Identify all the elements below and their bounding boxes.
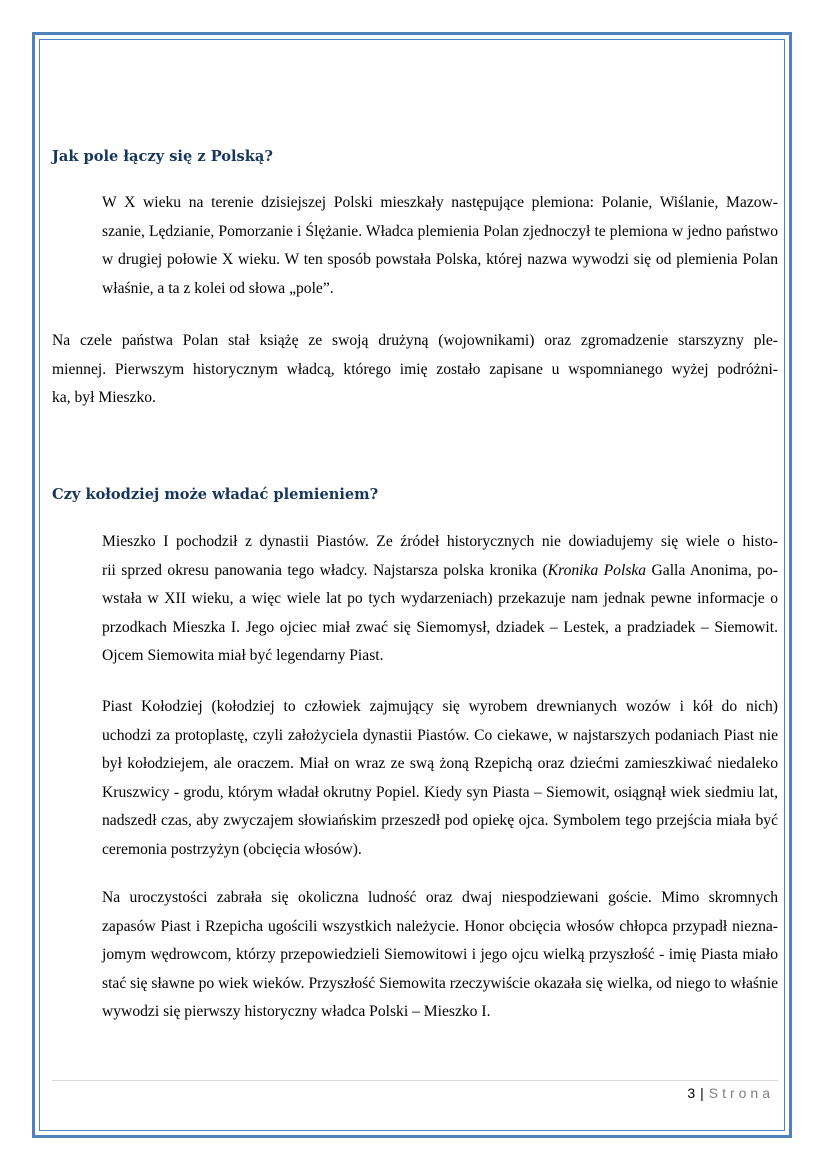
footer-divider bbox=[52, 1080, 778, 1081]
page-number: 3 bbox=[687, 1085, 696, 1101]
text-line: Piast Kołodziej (kołodziej to człowiek zajmujący się wyrobem drewnianych wozów i kół do nich) bbox=[102, 698, 778, 715]
text-line: Na uroczystości zabrała się okoliczna ludność oraz dwaj niespodziewani goście. Mimo skromnych bbox=[102, 889, 778, 906]
text-line: Kruszwicy - grodu, którym władał okrutny Popiel. Kiedy syn Piasta – Siemowit, osiągnął wiek siedmiu lat, bbox=[102, 783, 778, 801]
text-line: Na czele państwa Polan stał książę ze swoją drużyną (wojownikami) oraz zgromadzenie starszyzny ple- bbox=[52, 332, 778, 349]
page-label: Strona bbox=[708, 1085, 774, 1101]
text-line: w drugiej połowie X wieku. W ten sposób powstała Polska, której nazwa wywodzi się od plemienia Polan bbox=[102, 251, 778, 269]
text-line: ka, był Mieszko. bbox=[52, 389, 156, 407]
text-line: stać się sławne po wiek wieków. Przyszłość Siemowita rzeczywiście okazała się wielka, od niego to właśnie bbox=[102, 974, 778, 992]
footer-separator: | bbox=[700, 1085, 704, 1101]
text-line: miennej. Pierwszym historycznym władcą, którego imię zostało zapisane u wspomnianego wyżej podróżni- bbox=[52, 360, 778, 378]
text-line bbox=[52, 557, 778, 586]
text-fragment: Galla Anonima, po- bbox=[646, 561, 778, 579]
text-line: Ojcem Siemowita miał być legendarny Piast. bbox=[102, 647, 384, 665]
paragraph-plemiona bbox=[52, 189, 778, 303]
text-line: uchodzi za protoplastę, czyli założyciela dynastii Piastów. Co ciekawe, w najstarszych podaniach Piast nie bbox=[102, 726, 778, 744]
text-line: W X wieku na terenie dzisiejszej Polski mieszkały następujące plemiona: Polanie, Wiślanie, Mazow- bbox=[102, 194, 778, 211]
text-fragment: rii sprzed okresu panowania tego władcy. Najstarsza polska kronika ( bbox=[102, 561, 548, 579]
text-line: jomym wędrowcom, którzy przepowiedzieli Siemowitowi i jego ojcu wielką przyszłość - imię Piasta miało bbox=[102, 946, 778, 964]
text-line: wstała w XII wieku, a więc wiele lat po tych wydarzeniach) przekazuje nam jednak pewne informacje o bbox=[102, 590, 778, 608]
page-footer bbox=[687, 1085, 774, 1101]
paragraph-ksiaze bbox=[52, 327, 778, 413]
section-heading-pole: Jak pole łączy się z Polską? bbox=[52, 148, 273, 165]
paragraph-mieszko bbox=[52, 528, 778, 671]
section-heading-kolodziej: Czy kołodziej może władać plemieniem? bbox=[52, 486, 379, 503]
text-line: nadszedł czas, aby zwyczajem słowiańskim przeszedł pod opiekę ojca. Symbolem tego przejścia miała być bbox=[102, 812, 778, 830]
text-line: zapasów Piast i Rzepicha ugościli wszystkich należycie. Honor obcięcia włosów chłopca przypadł niezna- bbox=[102, 917, 778, 935]
text-line: wywodzi się pierwszy historyczny władca Polski – Mieszko I. bbox=[102, 1003, 491, 1021]
text-line: właśnie, a ta z kolei od słowa „pole”. bbox=[102, 279, 334, 297]
text-line: Mieszko I pochodził z dynastii Piastów. Ze źródeł historycznych nie dowiadujemy się wiele o histo- bbox=[102, 533, 778, 550]
text-line: przodkach Mieszka I. Jego ojciec miał zwać się Siemomysł, dziadek – Lestek, a pradziadek – Siemowit. bbox=[102, 618, 778, 636]
text-line: był kołodziejem, ale oraczem. Miał on wraz ze swą żoną Rzepichą oraz dziećmi zamieszkiwać niedaleko bbox=[102, 755, 778, 773]
paragraph-piast bbox=[52, 693, 778, 865]
paragraph-uroczystosc bbox=[52, 884, 778, 1027]
text-line: szanie, Lędzianie, Pomorzanie i Ślężanie. Władca plemienia Polan zjednoczył te plemiona w jedno państwo bbox=[102, 222, 778, 240]
book-title: Kronika Polska bbox=[547, 561, 647, 579]
text-line: ceremonia postrzyżyn (obcięcia włosów). bbox=[102, 840, 362, 858]
